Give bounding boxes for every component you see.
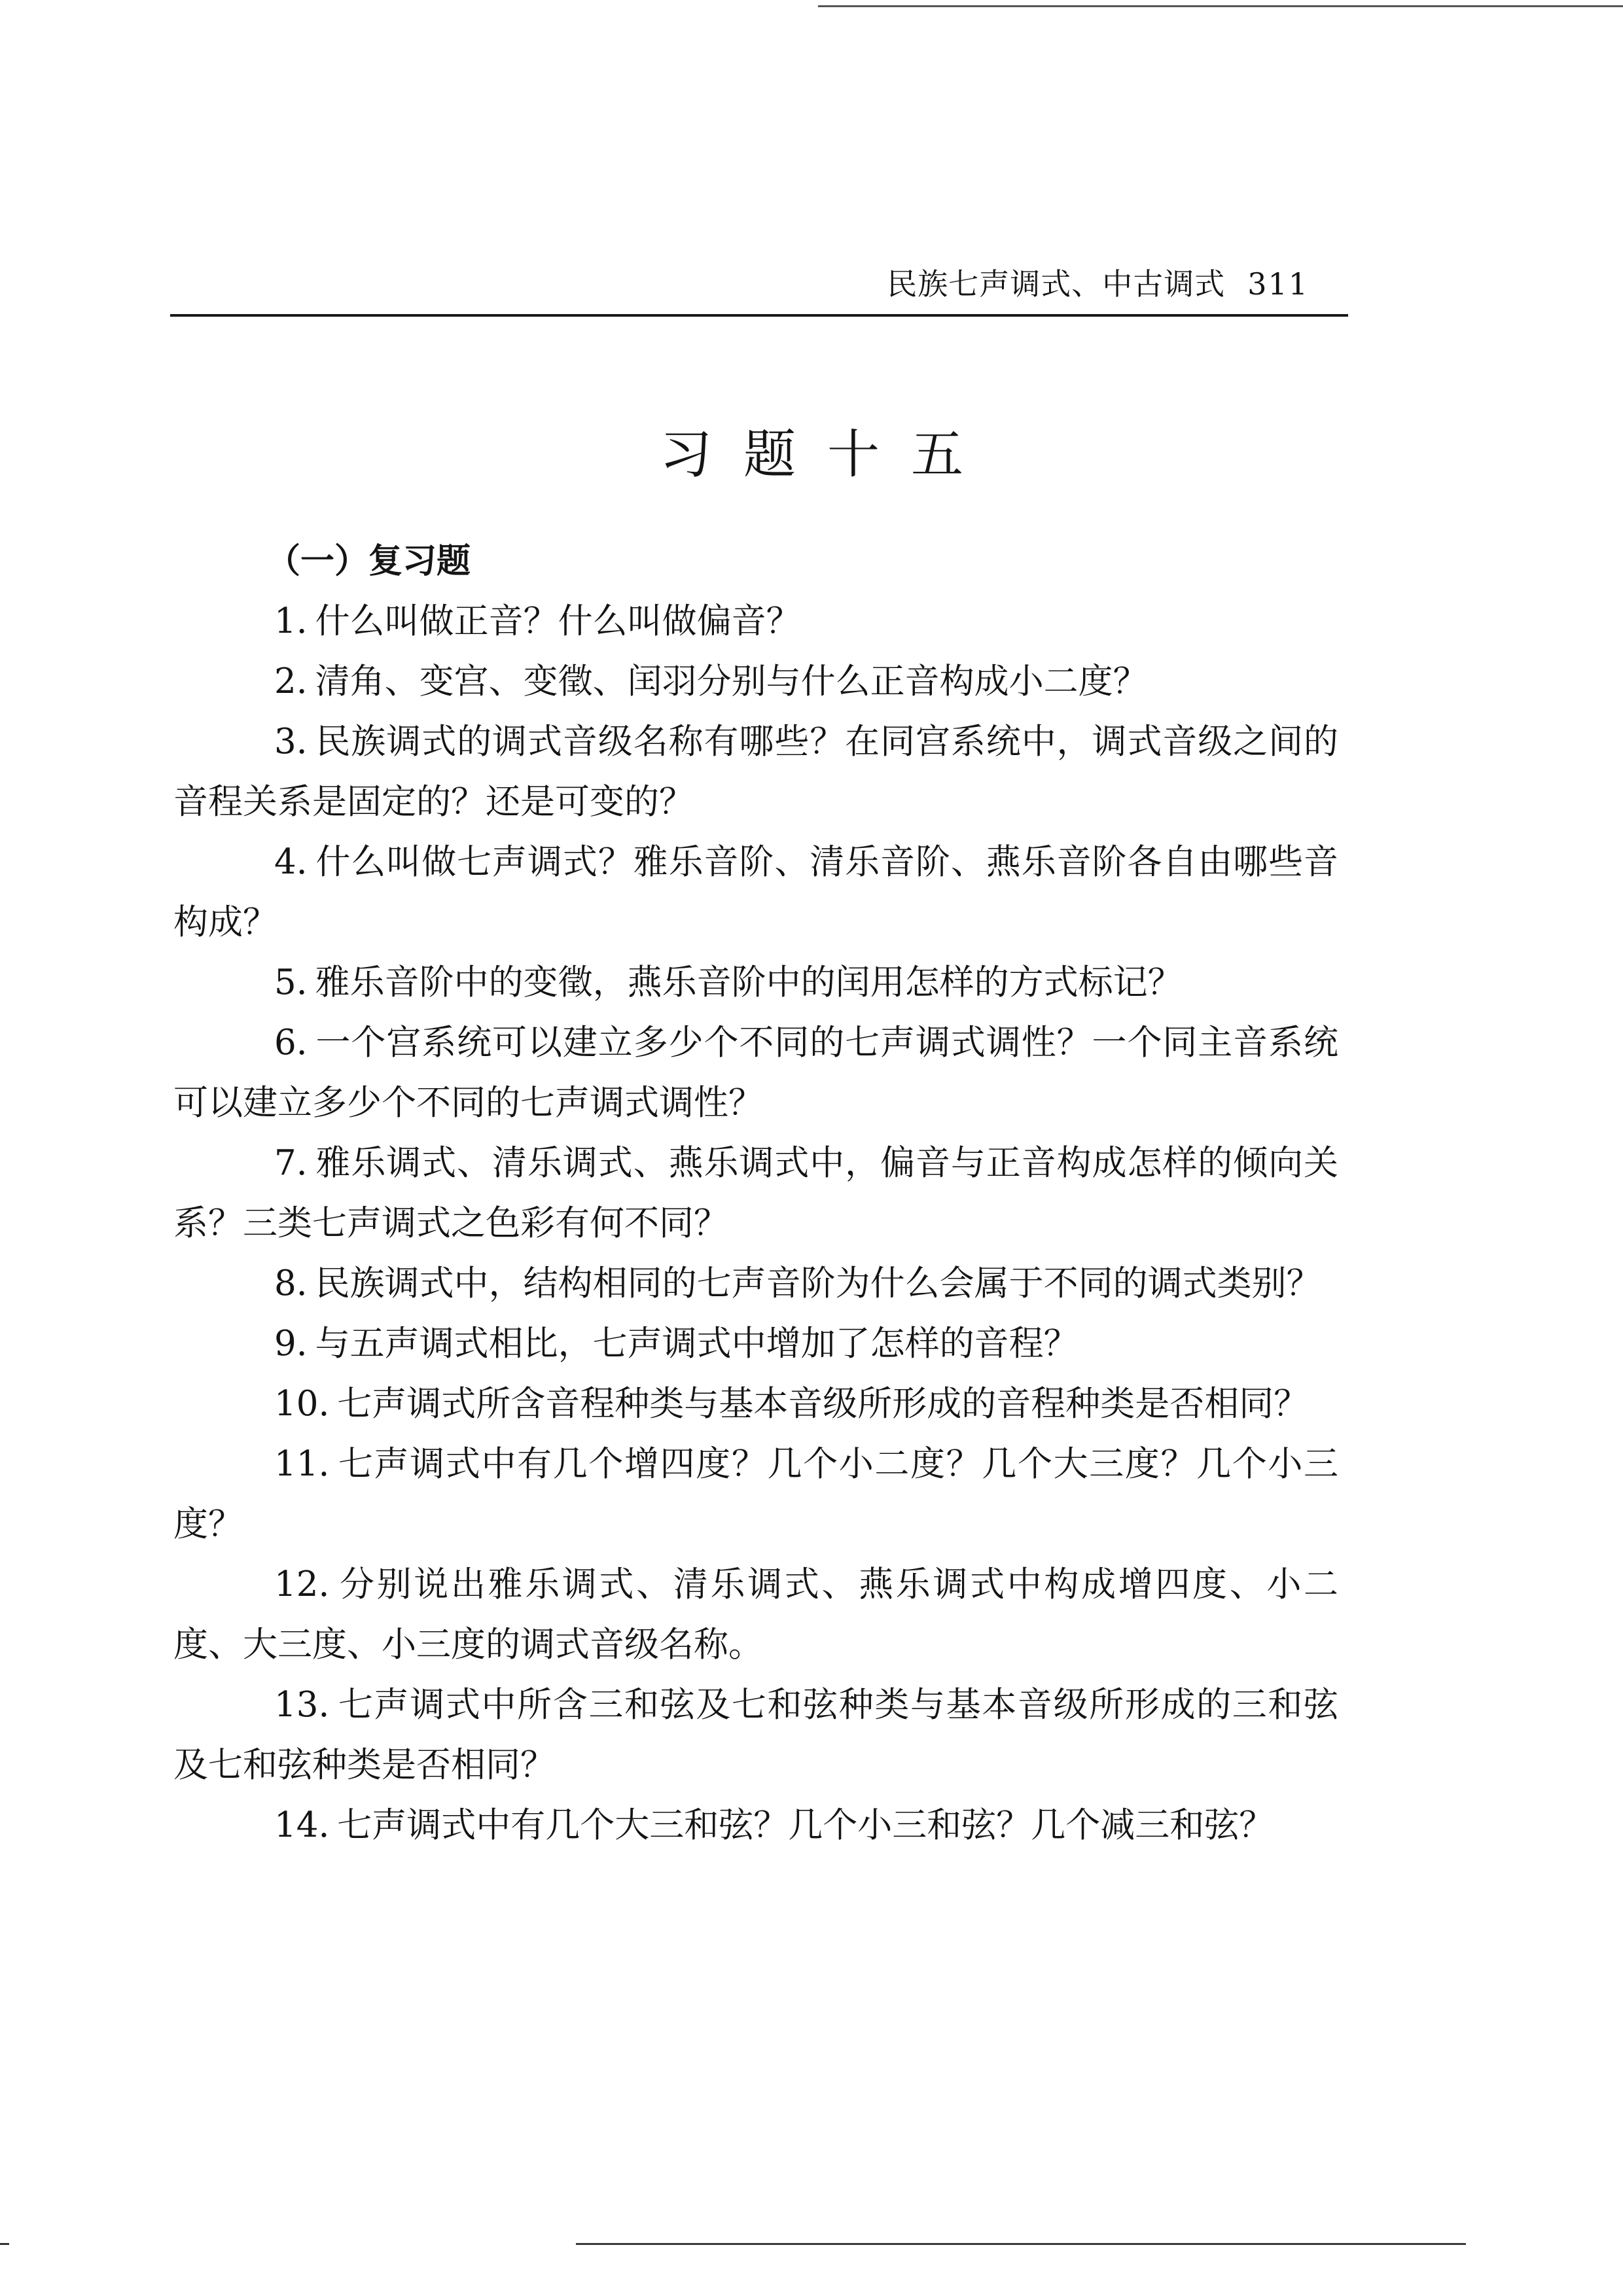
question-13 [173, 1675, 1338, 1795]
scan-edge-mark [0, 2243, 9, 2245]
question-4 [173, 832, 1338, 953]
footer-rule [576, 2243, 1466, 2245]
question-1 [173, 592, 1338, 652]
header-rule [170, 314, 1348, 317]
page-number: 311 [1247, 266, 1309, 302]
question-3 [173, 712, 1338, 832]
question-text: 与五声调式相比，七声调式中增加了怎样的音程？ [315, 1324, 1079, 1364]
top-edge-rule [818, 5, 1623, 7]
question-text: 民族调式的调式音级名称有哪些？在同宫系统中，调式音级之间的音程关系是固定的？还是可变的？ [173, 722, 1338, 822]
question-number: 13. [274, 1685, 330, 1725]
header-section-name: 民族七声调式、中古调式 [887, 266, 1226, 302]
question-text: 雅乐音阶中的变徵，燕乐音阶中的闰用怎样的方式标记？ [315, 963, 1183, 1002]
question-text: 七声调式所含音程种类与基本音级所形成的音程种类是否相同？ [337, 1384, 1309, 1424]
question-number: 7. [274, 1143, 308, 1183]
question-number: 11. [274, 1444, 330, 1484]
question-7 [173, 1133, 1338, 1254]
question-text: 民族调式中，结构相同的七声音阶为什么会属于不同的调式类别？ [315, 1263, 1321, 1303]
question-9 [173, 1314, 1338, 1374]
question-number: 10. [274, 1384, 330, 1424]
question-6 [173, 1013, 1338, 1133]
question-2 [173, 652, 1338, 712]
question-text: 七声调式中有几个大三和弦？几个小三和弦？几个减三和弦？ [337, 1805, 1274, 1845]
question-text: 清角、变宫、变徵、闰羽分别与什么正音构成小二度？ [315, 662, 1148, 701]
question-12 [173, 1555, 1338, 1675]
section-heading: （一）复习题 [266, 542, 471, 581]
question-number: 3. [274, 722, 308, 762]
question-text: 什么叫做正音？什么叫做偏音？ [315, 601, 801, 641]
question-number: 8. [274, 1263, 308, 1303]
question-text: 七声调式中所含三和弦及七和弦种类与基本音级所形成的三和弦及七和弦种类是否相同？ [173, 1685, 1338, 1785]
question-11 [173, 1434, 1338, 1555]
question-number: 6. [274, 1023, 308, 1063]
question-8 [173, 1254, 1338, 1314]
exercise-body [173, 531, 1338, 1856]
question-5 [173, 953, 1338, 1013]
question-14 [173, 1795, 1338, 1856]
question-number: 2. [274, 662, 308, 701]
question-number: 4. [274, 842, 308, 882]
question-number: 12. [274, 1564, 330, 1604]
question-text: 什么叫做七声调式？雅乐音阶、清乐音阶、燕乐音阶各自由哪些音构成？ [173, 842, 1338, 942]
question-text: 分别说出雅乐调式、清乐调式、燕乐调式中构成增四度、小二度、大三度、小三度的调式音级名称。 [173, 1564, 1338, 1665]
question-number: 14. [274, 1805, 330, 1845]
question-10 [173, 1374, 1338, 1434]
question-text: 七声调式中有几个增四度？几个小二度？几个大三度？几个小三度？ [173, 1444, 1338, 1544]
question-number: 5. [274, 963, 308, 1002]
running-header [170, 258, 1309, 309]
chapter-title: 习题十五 [660, 424, 995, 485]
question-text: 雅乐调式、清乐调式、燕乐调式中，偏音与正音构成怎样的倾向关系？三类七声调式之色彩有何不同？ [173, 1143, 1338, 1243]
question-number: 9. [274, 1324, 308, 1364]
question-number: 1. [274, 601, 308, 641]
question-text: 一个宫系统可以建立多少个不同的七声调式调性？一个同主音系统可以建立多少个不同的七声调式调性？ [173, 1023, 1338, 1123]
